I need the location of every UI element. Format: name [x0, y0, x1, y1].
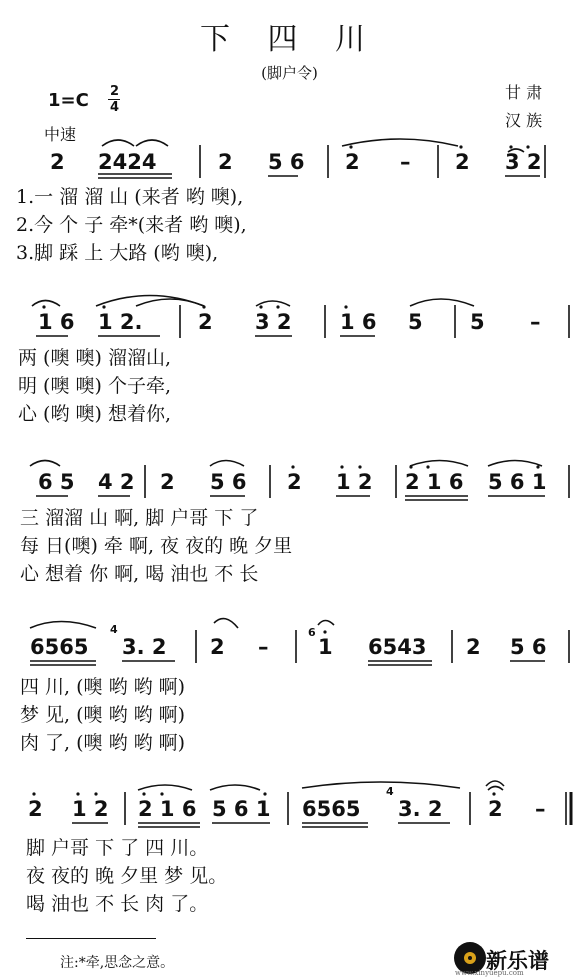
grace-note: 4 [386, 785, 394, 798]
note-group: 1 6 [340, 310, 377, 334]
note-group: 2 [198, 310, 213, 334]
note-group: 2 [455, 150, 470, 174]
note-group: 2 [488, 797, 503, 821]
lyric-line: 明 (噢 噢) 个子牵, [18, 375, 171, 397]
note-group: 2 [466, 635, 481, 659]
note-group: 1 2 [72, 797, 109, 821]
note-group: 1 [318, 635, 333, 659]
time-signature-top: 2 [110, 84, 120, 99]
note-group: 5 [408, 310, 423, 334]
note-group: 4 2 [98, 470, 135, 494]
note-group: 2 [28, 797, 43, 821]
grace-note: 6 [308, 626, 316, 639]
note-group: 6565 [30, 635, 89, 659]
site-logo-text: 新乐谱 [486, 949, 549, 973]
note-group: – [535, 797, 546, 821]
note-group: 5 6 [268, 150, 305, 174]
note-group: 2 1 6 [405, 470, 464, 494]
lyric-line: 梦 见, (噢 哟 哟 啊) [20, 704, 186, 726]
note-group: 6543 [368, 635, 427, 659]
lyric-line: 夜 夜的 晚 夕里 梦 见。 [26, 865, 228, 887]
note-group: 2 [218, 150, 233, 174]
lyric-line: 每 日(噢) 牵 啊, 夜 夜的 晚 夕里 [20, 535, 293, 557]
note-group: 5 6 [210, 470, 247, 494]
note-group: 3. 2 [122, 635, 167, 659]
note-group: 1 2 [336, 470, 373, 494]
note-group: 5 6 1 [488, 470, 547, 494]
page-subtitle: (脚户令) [261, 64, 318, 82]
lyric-line: 2.今 个 子 牵*(来者 哟 噢), [16, 214, 247, 236]
note-group: 1 6 [38, 310, 75, 334]
note-group: 2 [345, 150, 360, 174]
note-group: 2 [160, 470, 175, 494]
note-group: – [400, 150, 411, 174]
note-group: 5 6 1 [212, 797, 271, 821]
note-group: 5 6 [510, 635, 547, 659]
time-signature-bottom: 4 [110, 100, 120, 115]
note-group: 2 [287, 470, 302, 494]
note-group: 3. 2 [398, 797, 443, 821]
note-group: 2 [50, 150, 65, 174]
key-signature: 1=C [48, 90, 89, 111]
tempo-marking: 中速 [44, 125, 77, 144]
note-group: 2 1 6 [138, 797, 197, 821]
lyric-line: 3.脚 踩 上 大路 (哟 噢), [16, 242, 219, 264]
ethnicity-label: 汉 族 [505, 111, 543, 130]
note-group: 1 2. [98, 310, 143, 334]
lyric-line: 四 川, (噢 哟 哟 啊) [20, 676, 186, 698]
lyric-line: 心 (哟 噢) 想着你, [18, 403, 171, 425]
note-group: – [258, 635, 269, 659]
note-group: 5 [470, 310, 485, 334]
note-group: 6 5 [38, 470, 75, 494]
lyric-line: 喝 油也 不 长 肉 了。 [26, 893, 209, 915]
note-group: 6565 [302, 797, 361, 821]
note-group: 2424 [98, 150, 157, 174]
note-group: 3 2 [255, 310, 292, 334]
note-group: – [530, 310, 541, 334]
lyric-line: 心 想着 你 啊, 喝 油也 不 长 [20, 563, 259, 585]
page-title: 下 四 川 [199, 22, 380, 57]
note-group: 3 2 [505, 150, 542, 174]
lyric-line: 脚 户哥 下 了 四 川。 [26, 837, 209, 859]
grace-note: 4 [110, 623, 118, 636]
footnote: 注:*牵,思念之意。 [60, 955, 175, 971]
note-group: 2 [210, 635, 225, 659]
lyric-line: 1.一 溜 溜 山 (来者 哟 噢), [16, 186, 244, 208]
site-logo-url: www.xinyuepu.com [455, 969, 524, 977]
lyric-line: 三 溜溜 山 啊, 脚 户哥 下 了 [20, 507, 259, 529]
lyric-line: 两 (噢 噢) 溜溜山, [18, 347, 171, 369]
region-label: 甘 肃 [505, 83, 543, 102]
lyric-line: 肉 了, (噢 哟 哟 啊) [20, 732, 186, 754]
